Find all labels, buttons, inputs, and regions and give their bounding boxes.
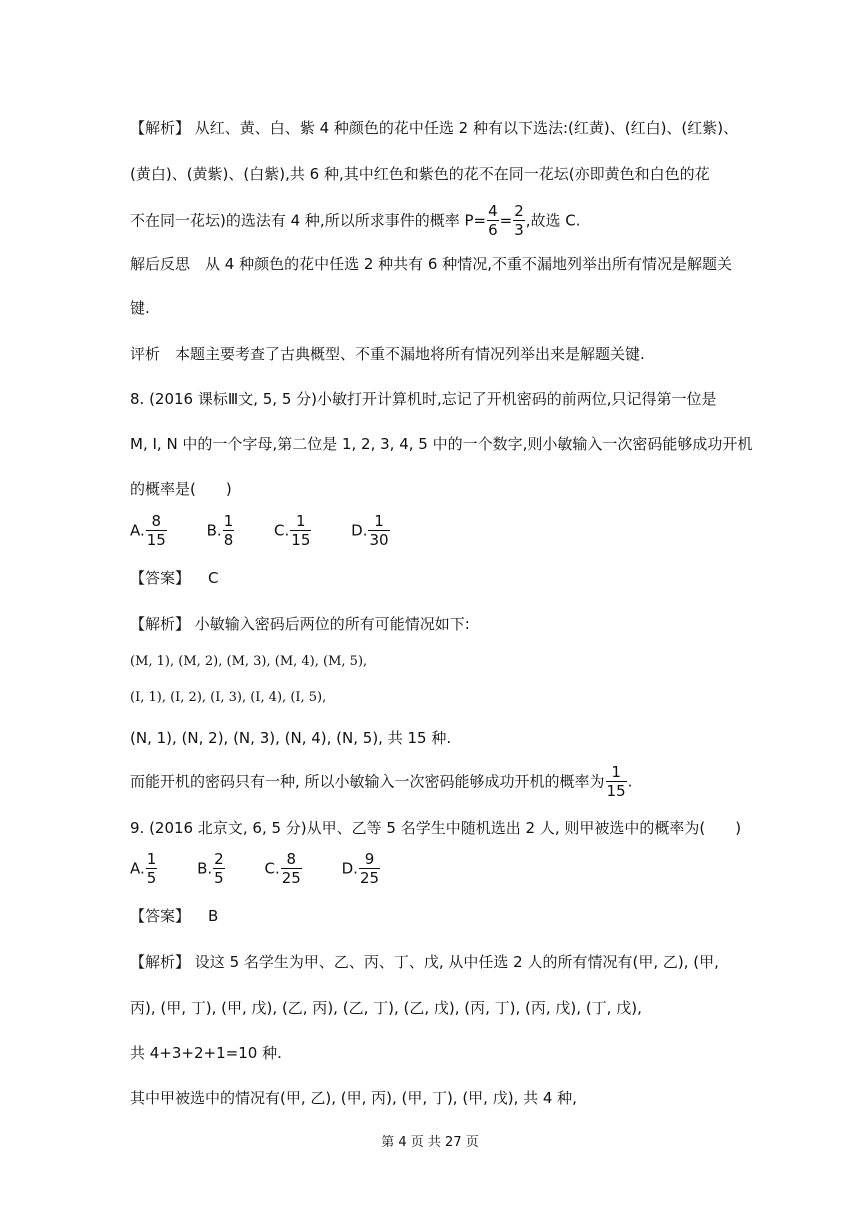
analysis-text: 从红、黄、白、紫 4 种颜色的花中任选 2 种有以下选法:(红黄)、(红白)、(红紫)、 [194, 119, 739, 137]
question-9-line-1: 9. (2016 北京文, 6, 5 分)从甲、乙等 5 名学生中随机选出 2 人, 则甲被选中的概率为( ) [130, 819, 742, 837]
question-8-line-2: M, I, N 中的一个字母,第二位是 1, 2, 3, 4, 5 中的一个数字,则小敏输入一次密码能够成功开机 [130, 435, 753, 453]
analysis-text: 设这 5 名学生为甲、乙、丙、丁、戊, 从中任选 2 人的所有情况有(甲, 乙), (甲, [194, 953, 719, 971]
analysis-line-3: 不在同一花坛)的选法有 4 种,所以所求事件的概率 P= $\frac{4}{6}$ = $\frac{2}{3}$ ,故选 C. [130, 202, 581, 239]
analysis-tag: 【解析】 [130, 119, 191, 137]
question-8-line-3: 的概率是( ) [130, 480, 232, 498]
option-b: B. $\frac{1}{8}$ [206, 512, 234, 549]
analysis-text: 不在同一花坛)的选法有 4 种,所以所求事件的概率 P= [130, 211, 487, 230]
case-row-3: (N, 1), (N, 2), (N, 3), (N, 4), (N, 5), 共 15 种. [130, 729, 452, 747]
option-d: D. $\frac{9}{25}$ [341, 850, 380, 887]
reflection-line-2: 键. [130, 299, 150, 317]
conclusion-line: 而能开机的密码只有一种, 所以小敏输入一次密码能够成功开机的概率为 $\frac{1}{15}$ . [130, 763, 633, 800]
option-a: A. $\frac{1}{5}$ [130, 850, 157, 887]
answer-line [130, 568, 219, 588]
analysis-tag: 【解析】 [130, 953, 191, 971]
analysis-line-4: 其中甲被选中的情况有(甲, 乙), (甲, 丙), (甲, 丁), (甲, 戊), 共 4 种, [130, 1089, 577, 1107]
comment-line: 评析 本题主要考查了古典概型、不重不漏地将所有情况列举出来是解题关键. [130, 345, 645, 363]
answer-tag: 【答案】 [130, 907, 191, 925]
question-8-options [130, 514, 425, 548]
case-row-2: (I, 1), (I, 2), (I, 3), (I, 4), (I, 5), [130, 690, 327, 705]
analysis-line [130, 614, 470, 634]
reflection-line-1: 解后反思 从 4 种颜色的花中任选 2 种共有 6 种情况,不重不漏地列举出所有情况是解题关 [130, 255, 733, 273]
analysis-line-3: 共 4+3+2+1=10 种. [130, 1044, 282, 1062]
option-c: C. $\frac{8}{25}$ [264, 850, 301, 887]
analysis-line-1 [130, 952, 719, 972]
fraction: $\frac{4}{6}$ [488, 202, 498, 239]
question-8-line-1: 8. (2016 课标Ⅲ文, 5, 5 分)小敏打开计算机时,忘记了开机密码的前两位,只记得第一位是 [130, 390, 717, 408]
answer-tag: 【答案】 [130, 569, 191, 587]
fraction: $\frac{2}{3}$ [514, 202, 524, 239]
case-row-1: (M, 1), (M, 2), (M, 3), (M, 4), (M, 5), [130, 654, 368, 669]
analysis-text: 小敏输入密码后两位的所有可能情况如下: [194, 615, 470, 633]
question-9-options [130, 852, 415, 886]
analysis-line-2: (黄白)、(黄紫)、(白紫),共 6 种,其中红色和紫色的花不在同一花坛(亦即黄色和白色的花 [130, 165, 710, 183]
analysis-line-1 [130, 118, 738, 138]
option-a: A. $\frac{8}{15}$ [130, 512, 166, 549]
answer-line [130, 906, 218, 926]
option-b: B. $\frac{2}{5}$ [197, 850, 224, 887]
fraction: $\frac{1}{15}$ [606, 763, 626, 800]
analysis-line-2: 丙), (甲, 丁), (甲, 戊), (乙, 丙), (乙, 丁), (乙, 戊), (丙, 丁), (丙, 戊), (丁, 戊), [130, 999, 642, 1017]
answer-value: C [208, 569, 219, 587]
option-c: C. $\frac{1}{15}$ [274, 512, 311, 549]
option-d: D. $\frac{1}{30}$ [351, 512, 389, 549]
answer-value: B [208, 907, 219, 925]
analysis-tag: 【解析】 [130, 615, 191, 633]
page-footer: 第 4 页 共 27 页 [381, 1135, 479, 1150]
